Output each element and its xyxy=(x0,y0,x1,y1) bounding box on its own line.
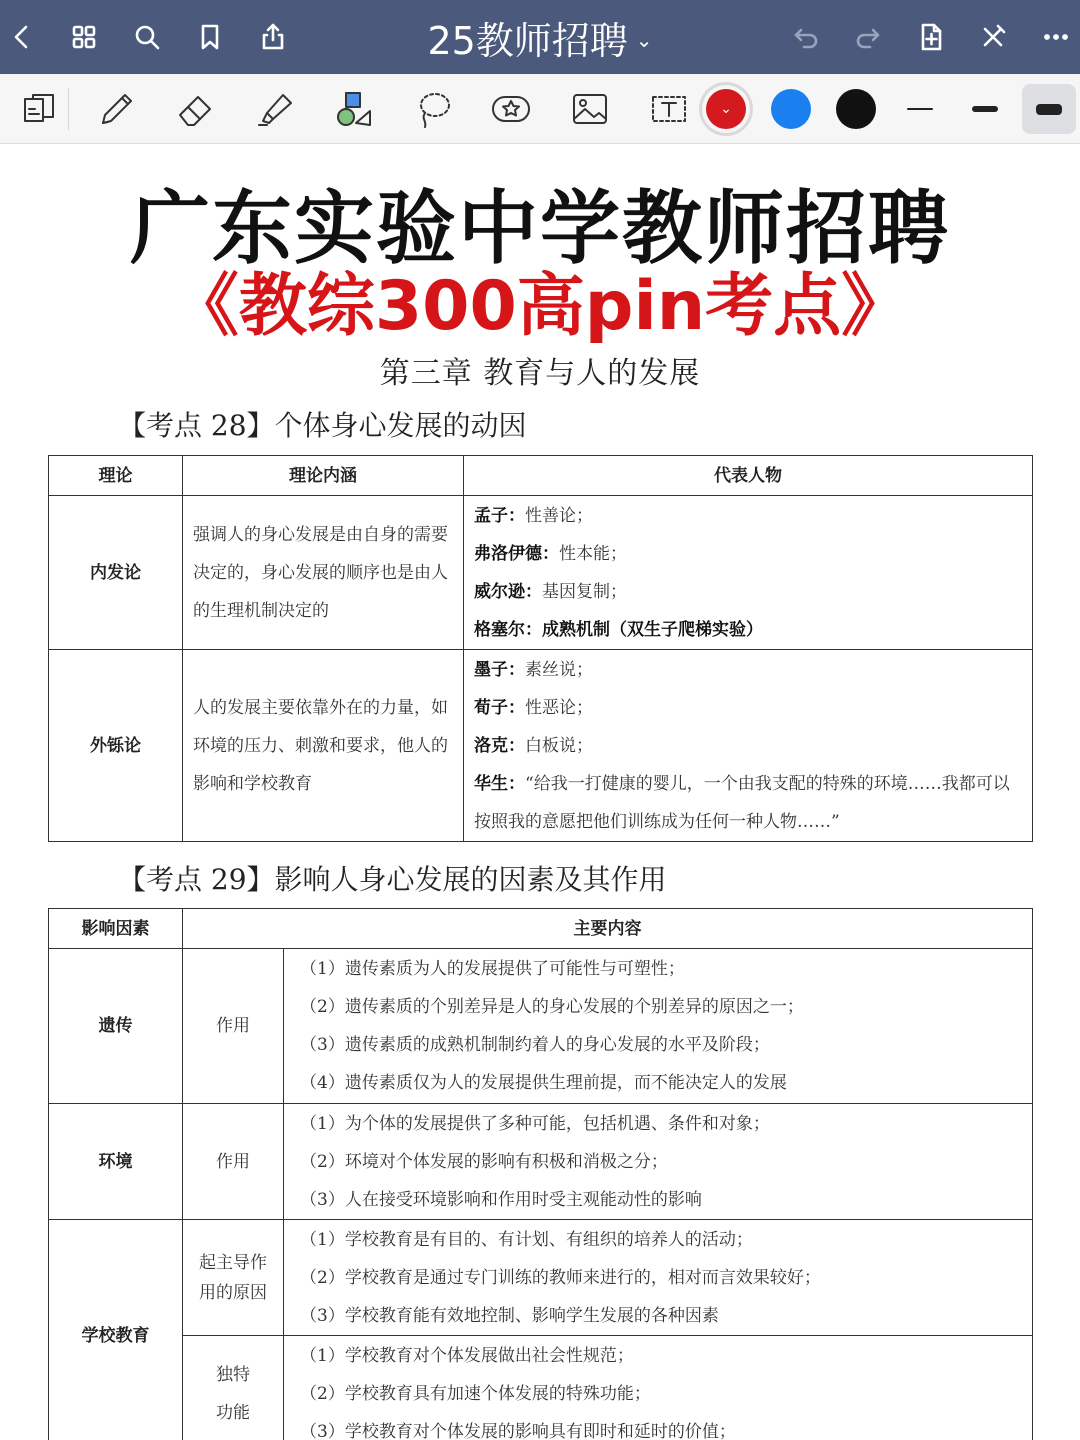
factor-content xyxy=(284,949,1033,1104)
factor-content xyxy=(284,1220,1033,1336)
person-view: 素丝说； xyxy=(525,659,593,680)
list-item: （2）遗传素质的个别差异是人的身心发展的个别差异的原因之一； xyxy=(300,997,804,1017)
page-title: 广东实验中学教师招聘 xyxy=(130,182,950,275)
list-item: （2）学校教育具有加速个体发展的特殊功能； xyxy=(300,1383,651,1404)
undo-icon[interactable] xyxy=(786,17,826,57)
image-icon[interactable] xyxy=(565,84,615,134)
color-swatch-blue[interactable] xyxy=(771,89,811,129)
person-name: 格塞尔： xyxy=(474,619,542,640)
stroke-thin-button[interactable] xyxy=(893,84,947,134)
stroke-thick-button[interactable] xyxy=(1022,84,1076,134)
theory-meaning xyxy=(183,496,464,650)
annotation-toolbar xyxy=(0,74,1080,144)
person-view: 性本能； xyxy=(559,543,627,564)
theory-meaning-text: 强调人的身心发展是由自身的需要决定的，身心发展的顺序也是由人的生理机制决定的 xyxy=(193,524,448,621)
column-header: 影响因素 xyxy=(49,909,183,949)
grid-icon[interactable] xyxy=(64,17,104,57)
list-item: （4）遗传素质仅为人的发展提供生理前提，而不能决定人的发展 xyxy=(300,1073,787,1093)
list-item: （3）人在接受环境影响和作用时受主观能动性的影响 xyxy=(300,1189,702,1210)
list-item: （1）遗传素质为人的发展提供了可能性与可塑性； xyxy=(300,959,685,979)
read-mode-icon[interactable] xyxy=(14,84,64,134)
highlighter-icon[interactable] xyxy=(250,84,300,134)
table-development-drivers xyxy=(48,455,1033,842)
person-name: 墨子： xyxy=(474,659,525,680)
person-name: 弗洛伊德： xyxy=(474,543,559,564)
theory-name: 内发论 xyxy=(49,496,183,650)
back-icon[interactable] xyxy=(2,17,42,57)
list-item: （3）遗传素质的成熟机制制约着人的身心发展的水平及阶段； xyxy=(300,1035,770,1055)
list-item: （1）学校教育对个体发展做出社会性规范； xyxy=(300,1345,634,1366)
pen-icon[interactable] xyxy=(92,84,142,134)
person-name: 威尔逊： xyxy=(474,581,542,602)
factor-name: 遗传 xyxy=(49,949,183,1104)
chapter-heading: 第三章 教育与人的发展 xyxy=(379,356,701,391)
person-view: 白板说； xyxy=(525,735,593,756)
chevron-down-icon: ⌄ xyxy=(635,28,653,52)
person-view: 基因复制； xyxy=(542,581,627,602)
close-tools-icon[interactable] xyxy=(973,17,1013,57)
more-icon[interactable] xyxy=(1036,17,1076,57)
document-title: 25教师招聘 xyxy=(427,18,628,63)
person-name: 孟子： xyxy=(474,505,525,526)
table-row xyxy=(49,1220,1033,1336)
theory-name: 外铄论 xyxy=(49,650,183,842)
document-title-dropdown[interactable] xyxy=(330,10,750,64)
column-header: 代表人物 xyxy=(464,456,1033,496)
person-name: 华生： xyxy=(474,773,525,794)
table-row xyxy=(49,496,1033,650)
person-name: 荀子： xyxy=(474,697,525,718)
table-development-factors xyxy=(48,908,1033,1440)
color-swatch-red[interactable] xyxy=(706,89,746,129)
table-row xyxy=(49,1336,1033,1440)
representatives xyxy=(464,650,1033,842)
page-subtitle: 《教综300高pin考点》 xyxy=(170,267,910,346)
factor-name: 环境 xyxy=(49,1104,183,1220)
list-item: （1）学校教育是有目的、有计划、有组织的培养人的活动； xyxy=(300,1229,753,1250)
top-app-bar xyxy=(0,0,1080,74)
chevron-down-icon: ⌄ xyxy=(720,101,732,117)
theory-meaning xyxy=(183,650,464,842)
list-item: （3）学校教育能有效地控制、影响学生发展的各种因素 xyxy=(300,1305,719,1326)
table-header-row xyxy=(49,909,1033,949)
factor-aspect: 作用 xyxy=(183,949,284,1104)
table-row xyxy=(49,949,1033,1104)
column-header: 理论内涵 xyxy=(183,456,464,496)
column-header: 理论 xyxy=(49,456,183,496)
table-header-row xyxy=(49,456,1033,496)
redo-icon[interactable] xyxy=(848,17,888,57)
factor-aspect: 作用 xyxy=(183,1104,284,1220)
person-name: 洛克： xyxy=(474,735,525,756)
toolbar-divider xyxy=(68,88,69,130)
sticker-icon[interactable] xyxy=(486,84,536,134)
table-row xyxy=(49,1104,1033,1220)
stroke-medium-button[interactable] xyxy=(958,84,1012,134)
factor-aspect: 独特功能 xyxy=(183,1336,284,1440)
eraser-icon[interactable] xyxy=(171,84,221,134)
list-item: （3）学校教育对个体发展的影响具有即时和延时的价值； xyxy=(300,1421,736,1440)
text-box-icon[interactable] xyxy=(644,84,694,134)
theory-meaning-text: 人的发展主要依靠外在的力量，如环境的压力、刺激和要求，他人的影响和学校教育 xyxy=(193,697,448,794)
document-page xyxy=(0,144,1080,1440)
representatives xyxy=(464,496,1033,650)
section-heading-28: 【考点 28】个体身心发展的动因 xyxy=(118,409,527,442)
factor-name: 学校教育 xyxy=(49,1220,183,1440)
factor-content xyxy=(284,1336,1033,1440)
person-view: 性善论； xyxy=(525,505,593,526)
list-item: （1）为个体的发展提供了多种可能，包括机遇、条件和对象； xyxy=(300,1113,770,1134)
list-item: （2）学校教育是通过专门训练的教师来进行的，相对而言效果较好； xyxy=(300,1267,821,1288)
lasso-icon[interactable] xyxy=(408,84,458,134)
column-header: 主要内容 xyxy=(183,909,1033,949)
table-row xyxy=(49,650,1033,842)
factor-aspect: 起主导作用的原因 xyxy=(183,1220,284,1336)
section-heading-29: 【考点 29】影响人身心发展的因素及其作用 xyxy=(118,863,667,896)
color-swatch-black[interactable] xyxy=(836,89,876,129)
list-item: （2）环境对个体发展的影响有积极和消极之分； xyxy=(300,1151,668,1172)
person-view: “给我一打健康的婴儿，一个由我支配的特殊的环境……我都可以按照我的意愿把他们训练成为任何一种人物……” xyxy=(474,773,1010,832)
person-view: 成熟机制（双生子爬梯实验） xyxy=(542,619,763,640)
person-view: 性恶论； xyxy=(525,697,593,718)
share-icon[interactable] xyxy=(253,17,293,57)
shapes-icon[interactable] xyxy=(329,84,379,134)
bookmark-icon[interactable] xyxy=(190,17,230,57)
search-icon[interactable] xyxy=(127,17,167,57)
factor-content xyxy=(284,1104,1033,1220)
add-page-icon[interactable] xyxy=(911,17,951,57)
